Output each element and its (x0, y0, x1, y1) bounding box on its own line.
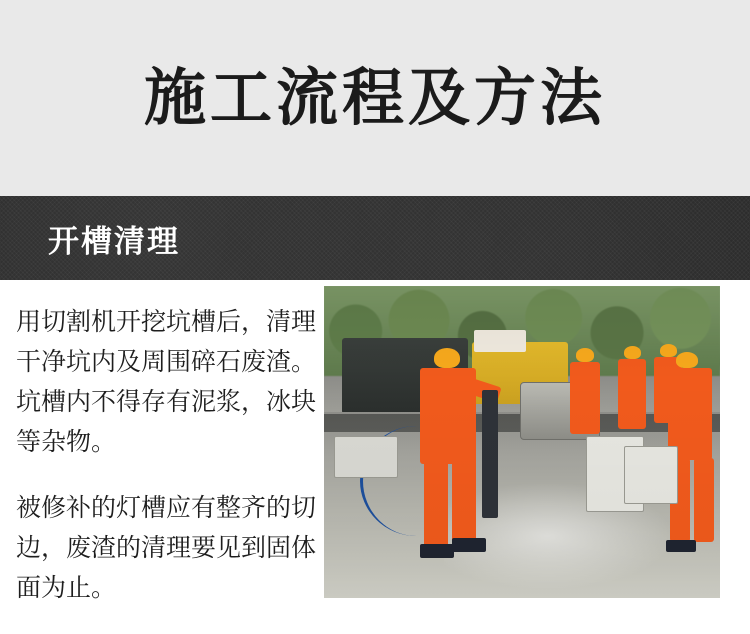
banner (0, 0, 750, 196)
truck-cab (474, 330, 526, 352)
worker-body (618, 359, 646, 429)
worker-helmet (660, 344, 677, 357)
worker-body (570, 362, 600, 434)
worker-boot (666, 540, 696, 552)
worker-boot (452, 538, 486, 552)
worker-helmet (676, 352, 698, 368)
body-paragraph: 被修补的灯槽应有整齐的切边，废渣的清理要见到固体面为止。 (16, 493, 317, 602)
worker-helmet (576, 348, 594, 362)
construction-photo (324, 286, 720, 598)
text-column (0, 280, 322, 634)
page-title: 施工流程及方法 (143, 61, 606, 134)
worker-helmet (434, 348, 460, 368)
worker-boot (420, 544, 454, 558)
section-heading-label: 开槽清理 (48, 223, 180, 260)
worker-leg (694, 458, 714, 542)
content-area (0, 280, 750, 626)
concrete-saw (624, 446, 678, 504)
wheelbarrow (334, 436, 398, 478)
worker-helmet (624, 346, 641, 359)
body-paragraph: 用切割机开挖坑槽后，清理干净坑内及周围碎石废渣。坑槽内不得存有泥浆，冰块等杂物。 (16, 307, 317, 456)
jackhammer (482, 390, 498, 518)
section-header (0, 196, 750, 280)
photo-scene (324, 286, 720, 598)
